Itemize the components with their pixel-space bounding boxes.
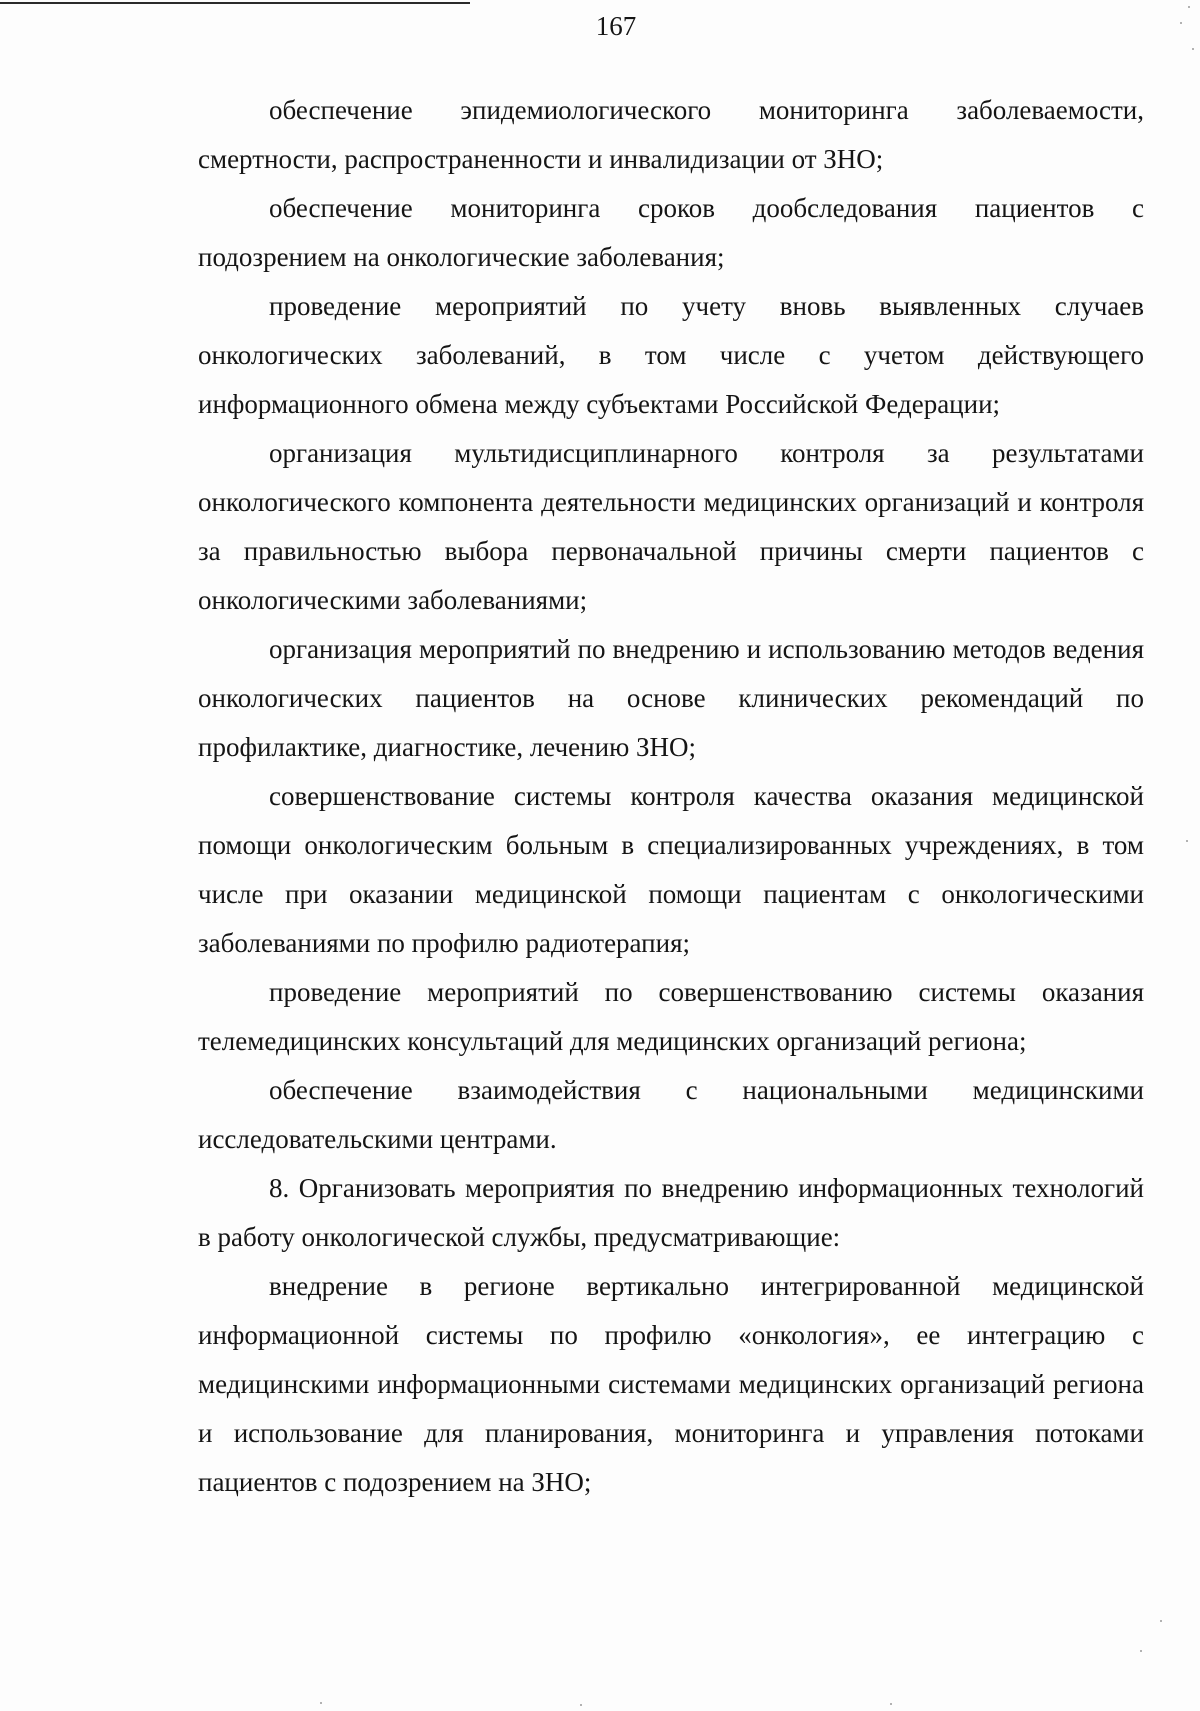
paragraph-follow-up-monitoring: обеспечение мониторинга сроков дообследования пациентов с подозрением на онкологические заболевания;	[198, 193, 1144, 272]
paragraph-information-system: внедрение в регионе вертикально интегрированной медицинской информационной системы по профилю «онкология», ее интеграцию с медицинскими информационными системами медицинских организаций региона и использование для планирования, мониторинга и управления потоками пациентов с подозрением на ЗНО;	[198, 1271, 1144, 1497]
paragraph-multidisciplinary-control: организация мультидисциплинарного контроля за результатами онкологического компонента деятельности медицинских организаций и контроля за правильностью выбора первоначальной причины смерти пациентов с онкологическими заболеваниями;	[198, 438, 1144, 615]
scan-speck	[1160, 1620, 1162, 1622]
scan-speck	[320, 1702, 322, 1704]
paragraph-epidemiological-monitoring: обеспечение эпидемиологического мониторинга заболеваемости, смертности, распространенности и инвалидизации от ЗНО;	[198, 95, 1144, 174]
scan-speck	[890, 1703, 892, 1705]
scan-speck	[580, 1704, 582, 1706]
scan-speck	[1180, 22, 1182, 24]
scan-speck	[1192, 48, 1194, 50]
paragraph-clinical-guidelines: организация мероприятий по внедрению и использованию методов ведения онкологических пациентов на основе клинических рекомендаций по профилактике, диагностике, лечению ЗНО;	[198, 634, 1144, 762]
document-body	[198, 86, 1144, 1507]
paragraph-case-registration: проведение мероприятий по учету вновь выявленных случаев онкологических заболеваний, в том числе с учетом действующего информационного обмена между субъектами Российской Федерации;	[198, 291, 1144, 419]
scan-speck	[1188, 6, 1190, 8]
page-number: 167	[595, 11, 637, 41]
scan-top-edge-line	[0, 2, 470, 4]
paragraph-quality-control: совершенствование системы контроля качества оказания медицинской помощи онкологическим больным в специализированных учреждениях, в том числе при оказании медицинской помощи пациентам с онкологическими заболеваниями по профилю радиотерапия;	[198, 781, 1144, 958]
paragraph-telemedicine: проведение мероприятий по совершенствованию системы оказания телемедицинских консультаций для медицинских организаций региона;	[198, 977, 1144, 1056]
scan-speck	[1186, 840, 1188, 842]
paragraph-research-centers: обеспечение взаимодействия с национальными медицинскими исследовательскими центрами.	[198, 1075, 1144, 1154]
paragraph-item-8: 8. Организовать мероприятия по внедрению информационных технологий в работу онкологической службы, предусматривающие:	[198, 1173, 1144, 1252]
scan-speck	[1140, 1650, 1142, 1652]
